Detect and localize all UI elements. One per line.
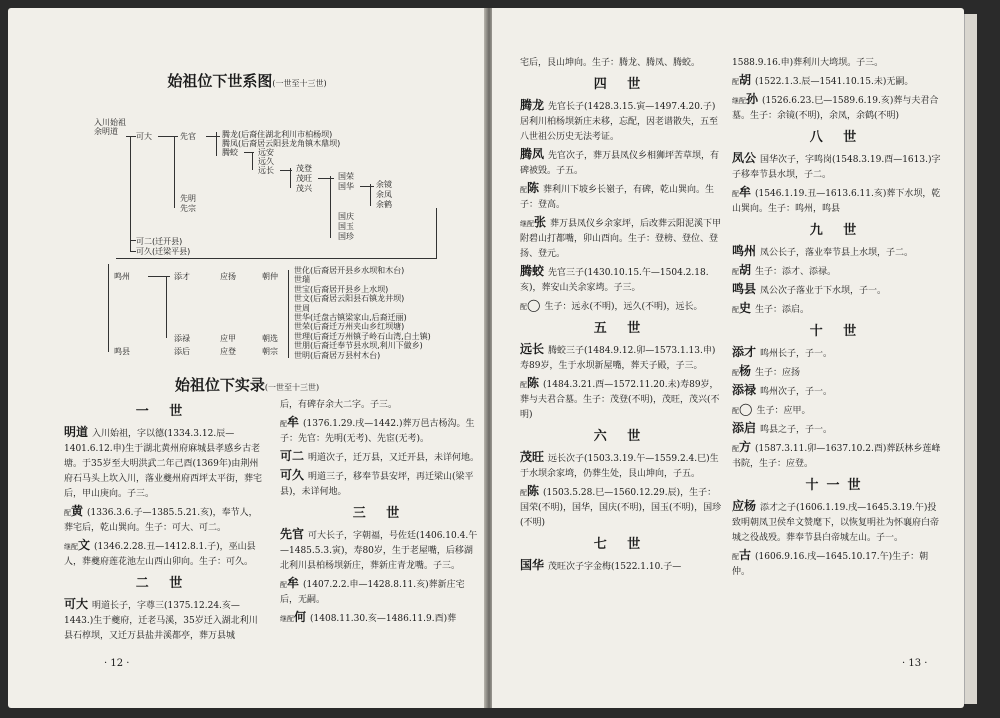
tree-node: 添后: [174, 347, 190, 356]
record-entry: [732, 151, 942, 183]
record-entry: [732, 548, 942, 580]
page-number: · 13 ·: [902, 658, 928, 669]
record-entry: [732, 56, 942, 71]
tree-node: 腾蛟: [222, 148, 238, 157]
person-name: 茂旺: [520, 450, 545, 464]
person-name: 鸣州: [732, 244, 757, 258]
spouse-marker: 配: [732, 407, 739, 415]
record-text: 明道三子，移奉节县安坪，再迁梁山(梁平县)，未详何地。: [280, 472, 474, 497]
tree-node: 先宗: [180, 204, 196, 213]
record-entry: [520, 342, 722, 374]
tree-node: 国荣: [338, 172, 354, 181]
person-name: 牟: [739, 185, 752, 199]
person-name: 张: [534, 215, 547, 229]
left-column-1: [64, 398, 262, 646]
generation-heading: 十一世: [805, 478, 869, 493]
record-entry: [64, 538, 262, 570]
tree-node: 添才: [174, 272, 190, 281]
record-text: 凤公次子落业于下水坝，子一。: [760, 286, 887, 296]
person-name: ◯: [527, 298, 541, 312]
generation-heading: 六 世: [593, 429, 649, 444]
tree-node: 远安: [258, 148, 274, 157]
tree-node: 余镜: [376, 180, 392, 189]
page-edge: [964, 14, 977, 704]
record-entry: [520, 484, 722, 531]
person-name: 可二: [280, 449, 305, 463]
person-name: 牟: [287, 576, 300, 590]
record-entry: [732, 92, 942, 124]
person-name: 添禄: [732, 383, 757, 397]
spouse-marker: 继配: [64, 543, 78, 551]
record-entry: [280, 610, 480, 627]
record-text: 生子：添才、添禄。: [755, 267, 837, 277]
record-entry: [732, 185, 942, 217]
record-entry: [280, 449, 480, 466]
record-text: (1546.1.19.丑—1613.6.11.亥)葬下水坝，乾山巽向。生子：鸣州，鸣县: [732, 189, 941, 214]
tree-node: 国庆: [338, 212, 354, 221]
tree-node: 余鹤: [376, 200, 392, 209]
record-text: (1526.6.23.巳—1589.6.19.亥)葬与夫君合墓。生子：余镜(不明)，余凤，余鹤(不明): [732, 96, 939, 121]
generation-heading: 十 世: [809, 324, 865, 339]
right-column-1: [520, 56, 722, 577]
generation-heading: 九 世: [809, 223, 865, 238]
record-text: (1587.3.11.卯—1637.10.2.酉)葬跃林乡莲峰书院，生子：应登。: [732, 444, 941, 469]
person-name: 陈: [527, 484, 540, 498]
person-name: 应杨: [732, 499, 757, 513]
tree-node: 先明: [180, 194, 196, 203]
tree-node: 茂登: [296, 164, 312, 173]
generation-heading: 一 世: [135, 404, 191, 419]
generation-heading: 三 世: [352, 506, 408, 521]
record-text: 可大长子，字朝福，号佐廷(1406.10.4.午—1485.5.3.寅)，寿80岁，生于老屋嘴，后移湖北利川县柏杨坝新庄，葬新庄青龙嘴。子三。: [280, 531, 478, 571]
person-name: 牟: [287, 415, 300, 429]
person-name: 陈: [527, 376, 540, 390]
tree-node: 远长: [258, 166, 274, 175]
record-text: 添才之子(1606.1.19.戌—1645.3.19.午)投致明朝凤卫侯牟文赞麾下，以恢复明社为怀襄府白帝城之役战殁。葬奉节县白帝城左山。子一。: [732, 503, 940, 543]
tree-node: 腾龙(后裔住湖北利川市柏杨坝): [222, 130, 333, 139]
tree-node: 鸣县: [114, 347, 130, 356]
record-text: (1407.2.2.申—1428.8.11.亥)葬新庄宅后，无嗣。: [280, 580, 465, 605]
spouse-marker: 继配: [280, 615, 294, 623]
right-column-2: [732, 56, 942, 582]
left-page: [8, 8, 486, 708]
spouse-marker: 配: [732, 369, 739, 377]
person-name: 添启: [732, 421, 757, 435]
spouse-marker: 配: [732, 445, 739, 453]
record-text: (1503.5.28.巳—1560.12.29.辰)，生子：国荣(不明)，国华，国庆(不明)，国玉(不明)，国珍(不明): [520, 488, 722, 528]
record-entry: [732, 364, 942, 381]
record-text: 生子：应甲。: [756, 406, 811, 416]
record-text: 葬利川下坡乡长嶺子，有碑，乾山巽向。生子：登高。: [520, 185, 715, 210]
generation-heading: 五 世: [593, 321, 649, 336]
spouse-marker: 配: [280, 420, 287, 428]
record-text: 1588.9.16.申)葬利川大塆坝。子三。: [732, 58, 884, 68]
record-entry: [520, 56, 722, 71]
person-name: 胡: [739, 73, 752, 87]
person-name: 孙: [746, 92, 759, 106]
person-name: 先官: [280, 527, 305, 541]
spouse-marker: 配: [732, 306, 739, 314]
record-text: 生子：远永(不明)，远久(不明)，远长。: [544, 302, 703, 312]
tree-node: 应甲: [220, 334, 236, 343]
right-page: [492, 8, 964, 708]
record-text: (1408.11.30.亥—1486.11.9.酉)葬: [310, 614, 457, 624]
spouse-marker: 继配: [732, 97, 746, 105]
record-text: 国华次子，字鸣岗(1548.3.19.酉—1613.)字子移奉节县水坝，子二。: [732, 155, 941, 180]
generation-heading: 八 世: [809, 130, 865, 145]
page-number: · 12 ·: [104, 658, 130, 669]
record-text: 生子：添启。: [755, 305, 810, 315]
spouse-marker: 配: [732, 553, 739, 561]
spouse-marker: 配: [520, 381, 527, 389]
spouse-marker: 配: [520, 303, 527, 311]
record-entry: [280, 398, 480, 413]
tree-node: 余凤: [376, 190, 392, 199]
person-name: 明道: [64, 425, 89, 439]
spouse-marker: 配: [64, 509, 71, 517]
tree-node: 可二(迁开县): [136, 237, 183, 246]
person-name: 方: [739, 440, 752, 454]
tree-node: 应登: [220, 347, 236, 356]
person-name: 可大: [64, 597, 89, 611]
record-text: (1336.3.6.子—1385.5.21.亥)，奉节人，葬宅后，乾山巽向。生子：可大、可二。: [64, 508, 258, 533]
record-entry: [732, 402, 942, 419]
tree-node: 茂旺: [296, 174, 312, 183]
record-entry: [520, 558, 722, 575]
record-entry: [520, 376, 722, 423]
record-entry: [64, 425, 262, 502]
record-entry: [280, 415, 480, 447]
record-entry: [732, 301, 942, 318]
person-name: 文: [78, 538, 91, 552]
record-entry: [64, 504, 262, 536]
spouse-marker: 配: [520, 489, 527, 497]
tree-node: 国华: [338, 182, 354, 191]
record-entry: [732, 383, 942, 400]
person-name: 黄: [71, 504, 84, 518]
tree-node: 国珍: [338, 232, 354, 241]
person-name: 杨: [739, 364, 752, 378]
record-text: 生子：应扬: [755, 368, 801, 378]
person-name: 凤公: [732, 151, 757, 165]
tree-node: 添禄: [174, 334, 190, 343]
record-entry: [520, 450, 722, 482]
record-entry: [520, 264, 722, 296]
person-name: 胡: [739, 263, 752, 277]
record-entry: [280, 468, 480, 500]
record-text: 远长次子(1503.3.19.午—1559.2.4.巳)生于水坝余家塆，仍葬生处，艮山坤向，子五。: [520, 454, 719, 479]
tree-node: 朝选: [262, 334, 278, 343]
person-name: 腾凤: [520, 147, 545, 161]
record-text: 后，有碑存余大二字。子三。: [280, 400, 398, 410]
person-name: 添才: [732, 345, 757, 359]
record-entry: [732, 282, 942, 299]
generation-heading: 二 世: [135, 576, 191, 591]
person-name: 可久: [280, 468, 305, 482]
person-name: 史: [739, 301, 752, 315]
person-name: 何: [294, 610, 307, 624]
record-entry: [520, 298, 722, 315]
spouse-marker: 继配: [520, 220, 534, 228]
record-entry: [520, 181, 722, 213]
record-text: 宅后，艮山坤向。生子：腾龙、腾凤、腾蛟。: [520, 58, 701, 68]
person-name: 腾龙: [520, 98, 545, 112]
person-name: 国华: [520, 558, 545, 572]
tree-node: 朝宗: [262, 347, 278, 356]
tree-node: 鸣州: [114, 272, 130, 281]
tree-node: 腾凤(后裔居云阳县龙角镇木鼎坝): [222, 139, 341, 148]
record-text: 茂旺次子字金梅(1522.1.10.子—: [548, 562, 682, 572]
record-entry: [732, 345, 942, 362]
record-text: (1346.2.28.丑—1412.8.1.子)，巫山县人，葬夔府莲花池左山西山卯向。生子：可久。: [64, 542, 256, 567]
tree-gen6-list: 世化(后裔居开县乡水坝和木台) 世瑞 世宝(后裔居开县乡上水坝) 世文(后裔居云阳县石镇龙井坝) 世周 世华(迁盘古镇梁家山,后裔迁丽) 世荣(后裔迁万州夹山乡红坝塘) 世理(后裔迁万州镇子岭石山湾,白土镇) 世朋(后裔迁奉节县水坝,利川下做乡) 世明(后裔居万县村木台): [294, 266, 431, 360]
record-entry: [520, 215, 722, 262]
record-entry: [520, 98, 722, 145]
records-title: 始祖位下实录(一世至十三世): [174, 376, 320, 394]
record-text: 鸣县之子，子一。: [760, 425, 833, 435]
tree-root: 入川始祖 余明道: [94, 118, 126, 136]
record-text: (1484.3.21.酉—1572.11.20.未)寿89岁，葬与夫君合墓。生子：茂登(不明)，茂旺，茂兴(不明): [520, 380, 720, 420]
record-text: 葬万县凤仪乡余家坪，后改葬云阳泥溪下甲附碧山打都嘴，卯山酉向。生子：登榜、登位、登扬、登元。: [520, 219, 722, 259]
tree-node: 茂兴: [296, 184, 312, 193]
tree-node: 先官: [180, 132, 196, 141]
spouse-marker: 配: [732, 78, 739, 86]
spouse-marker: 配: [520, 186, 527, 194]
generation-heading: 七 世: [593, 537, 649, 552]
person-name: 陈: [527, 181, 540, 195]
record-entry: [280, 527, 480, 574]
person-name: 古: [739, 548, 752, 562]
tree-node: 国玉: [338, 222, 354, 231]
record-text: (1522.1.3.辰—1541.10.15.未)无嗣。: [755, 77, 914, 87]
record-text: 先官次子，葬万县凤仪乡相狮坪苦草坝，有碑被毁。子五。: [520, 151, 720, 176]
spouse-marker: 配: [732, 268, 739, 276]
record-entry: [732, 244, 942, 261]
record-entry: [732, 421, 942, 438]
record-text: 鸣州长子，子一。: [760, 349, 833, 359]
tree-node: 朝仲: [262, 272, 278, 281]
record-text: 凤公长子，落业奉节县上水坝，子二。: [760, 248, 914, 258]
record-text: 鸣州次子，子一。: [760, 387, 833, 397]
record-entry: [732, 440, 942, 472]
generation-heading: 四 世: [593, 77, 649, 92]
record-text: 先官长子(1428.3.15.寅—1497.4.20.子)居利川柏杨坝新庄未移，忘配，因老谱散失，五至八世祖公历史无法考证。: [520, 102, 719, 142]
record-text: 先官三子(1430.10.15.午—1504.2.18.亥)，葬安山关余家塆。子三。: [520, 268, 709, 293]
tree-node: 应扬: [220, 272, 236, 281]
record-text: 腾蛟三子(1484.9.12.卯—1573.1.13.申)寿89岁，生于水坝新屋嘴，葬天子殿，子三。: [520, 346, 716, 371]
person-name: 腾蛟: [520, 264, 545, 278]
person-name: ◯: [739, 402, 753, 416]
record-text: 明道次子，迁万县，又迁开县，未详何地。: [308, 453, 480, 463]
spouse-marker: 配: [732, 190, 739, 198]
tree-title: 始祖位下世系图(一世至十三世): [167, 72, 327, 90]
record-text: 明道长子，字尊三(1375.12.24.亥—1443.)生于夔府，迁老马溪，35岁迁入湖北利川县石椁坝，又迁万县盐井溪都亭，葬万县城: [64, 601, 258, 641]
record-entry: [732, 263, 942, 280]
record-entry: [732, 499, 942, 546]
tree-node: 可大: [136, 132, 152, 141]
record-text: (1606.9.16.戌—1645.10.17.午)生子：朝仲。: [732, 552, 929, 577]
left-column-2: [280, 398, 480, 629]
tree-node: 远久: [258, 157, 274, 166]
record-text: 入川始祖，字以德(1334.3.12.辰—1401.6.12.申)生于湖北黄州府麻城县孝感乡古老塘。于35岁至大明洪武二年己酉(1369年)由荆州府石马头上坎入川，落业夔州府西坪太平街，葬宅后，甲山庚向。子三。: [64, 429, 263, 499]
record-entry: [520, 147, 722, 179]
person-name: 鸣县: [732, 282, 757, 296]
record-entry: [732, 73, 942, 90]
record-text: (1376.1.29.戌—1442.)葬万邑古杨沟。生子：先官：先明(无考)、先宦(无考)。: [280, 419, 475, 444]
tree-node: 可久(迁梁平县): [136, 247, 191, 256]
spouse-marker: 配: [280, 581, 287, 589]
record-entry: [64, 597, 262, 644]
person-name: 远长: [520, 342, 545, 356]
record-entry: [280, 576, 480, 608]
